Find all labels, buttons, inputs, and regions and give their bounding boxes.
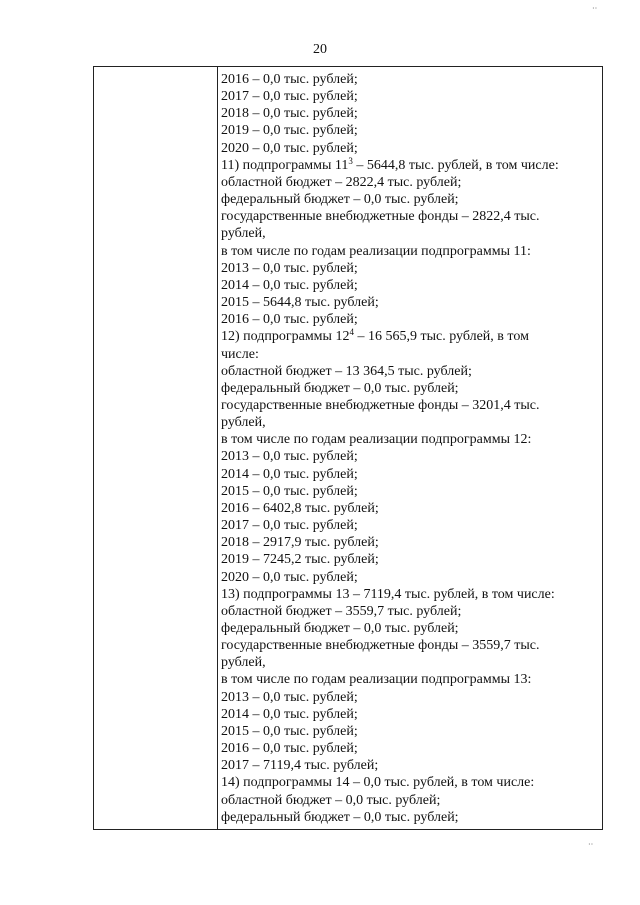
text-line: государственные внебюджетные фонды – 2822,4 тыс. [221, 209, 540, 225]
text-line: 2017 – 0,0 тыс. рублей; [221, 89, 358, 105]
passport-table [93, 66, 603, 830]
text-line: 2014 – 0,0 тыс. рублей; [221, 466, 358, 482]
text-line: 13) подпрограммы 13 – 7119,4 тыс. рублей, в том числе: [221, 586, 555, 602]
text-line: 2017 – 0,0 тыс. рублей; [221, 518, 358, 534]
text-line-part: – 5644,8 тыс. рублей, в том числе: [352, 157, 559, 173]
text-line: 2018 – 0,0 тыс. рублей; [221, 106, 358, 122]
text-line: в том числе по годам реализации подпрограммы 13: [221, 672, 532, 688]
text-line: 2013 – 0,0 тыс. рублей; [221, 260, 358, 276]
text-line: государственные внебюджетные фонды – 3559,7 тыс. [221, 638, 540, 654]
text-line: 14) подпрограммы 14 – 0,0 тыс. рублей, в том числе: [221, 775, 535, 791]
text-line: 2013 – 0,0 тыс. рублей; [221, 449, 358, 465]
text-line: федеральный бюджет – 0,0 тыс. рублей; [221, 380, 459, 396]
text-line: в том числе по годам реализации подпрограммы 11: [221, 243, 531, 259]
column-divider [217, 67, 218, 829]
text-line: федеральный бюджет – 0,0 тыс. рублей; [221, 192, 459, 208]
table-left-cell [94, 67, 217, 829]
text-line: государственные внебюджетные фонды – 3201,4 тыс. [221, 397, 540, 413]
text-line: рублей, [221, 415, 266, 431]
text-line: федеральный бюджет – 0,0 тыс. рублей; [221, 621, 459, 636]
text-line: 2014 – 0,0 тыс. рублей; [221, 277, 358, 293]
text-line: федеральный бюджет – 0,0 тыс. рублей; [221, 809, 459, 825]
text-line: 2020 – 0,0 тыс. рублей; [221, 569, 358, 585]
text-line: областной бюджет – 2822,4 тыс. рублей; [221, 174, 462, 190]
text-line: областной бюджет – 0,0 тыс. рублей; [221, 792, 441, 808]
text-line: областной бюджет – 3559,7 тыс. рублей; [221, 603, 462, 619]
text-line [221, 157, 599, 174]
text-line: числе: [221, 346, 259, 362]
text-line: 2020 – 0,0 тыс. рублей; [221, 140, 358, 156]
text-line-part: – 16 565,9 тыс. рублей, в том [353, 329, 529, 345]
text-line: 2014 – 0,0 тыс. рублей; [221, 706, 358, 722]
text-line: областной бюджет – 13 364,5 тыс. рублей; [221, 363, 472, 379]
text-line [221, 328, 599, 345]
text-line: рублей, [221, 226, 266, 242]
text-line: 2018 – 2917,9 тыс. рублей; [221, 535, 379, 551]
text-line: 2017 – 7119,4 тыс. рублей; [221, 758, 379, 774]
text-line: рублей, [221, 655, 266, 671]
text-line: в том числе по годам реализации подпрограммы 12: [221, 432, 532, 448]
text-line: 2015 – 0,0 тыс. рублей; [221, 723, 358, 739]
footnote-marker: 4 [349, 327, 354, 338]
text-line: 2016 – 0,0 тыс. рублей; [221, 72, 358, 87]
scan-speck-top: ·· [592, 4, 598, 13]
text-line: 2013 – 0,0 тыс. рублей; [221, 689, 358, 705]
text-line: 2016 – 0,0 тыс. рублей; [221, 741, 358, 757]
text-line-part: 11) подпрограммы 11 [221, 157, 349, 173]
text-line-part: 12) подпрограммы 12 [221, 329, 350, 345]
footnote-marker: 3 [348, 155, 353, 166]
page-number: 20 [313, 42, 327, 57]
text-line: 2015 – 5644,8 тыс. рублей; [221, 295, 379, 311]
text-line: 2016 – 0,0 тыс. рублей; [221, 312, 358, 328]
text-line: 2019 – 7245,2 тыс. рублей; [221, 552, 379, 568]
table-right-cell [221, 71, 599, 826]
text-line: 2019 – 0,0 тыс. рублей; [221, 123, 358, 139]
text-line: 2015 – 0,0 тыс. рублей; [221, 483, 358, 499]
text-line: 2016 – 6402,8 тыс. рублей; [221, 500, 379, 516]
scan-speck-bottom: ·· [588, 840, 594, 849]
